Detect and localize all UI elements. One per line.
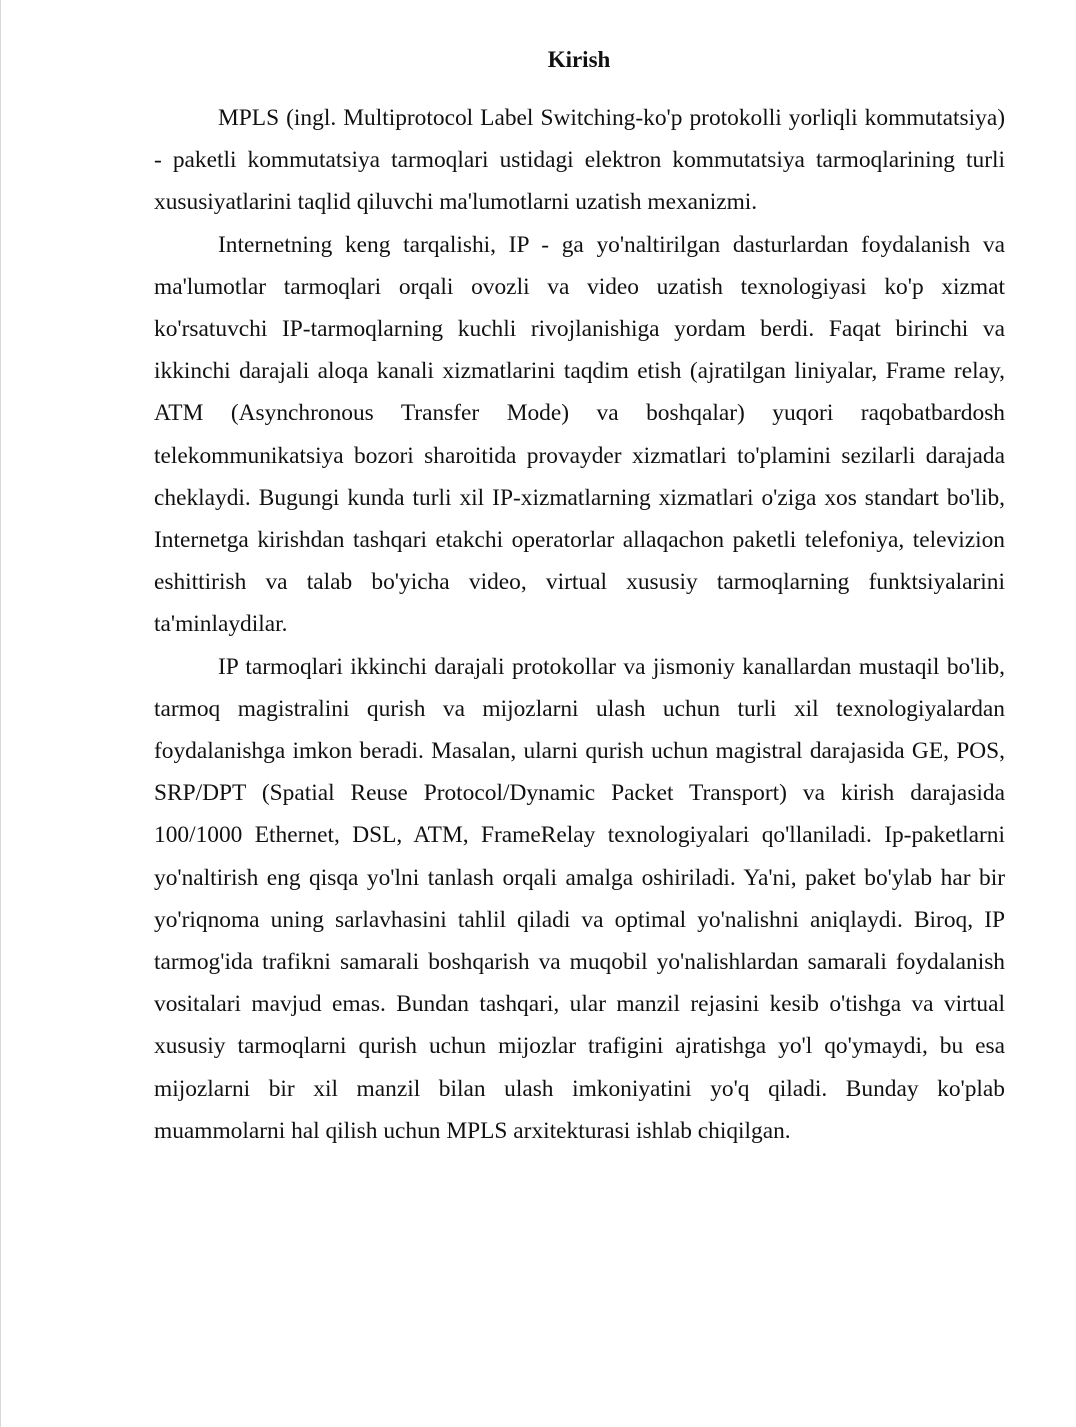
paragraph-ip-networks: IP tarmoqlari ikkinchi darajali protokollar va jismoniy kanallardan mustaqil bo'lib, tarmoq magistralini qurish va mijozlarni ulash uchun turli xil texnologiyalardan foydalanishga imkon beradi. Masalan, ularni qurish uchun magistral darajasida GE, POS, SRP/DPT (Spatial Reuse Protocol/Dynamic Packet Transport) va kirish darajasida 100/1000 Ethernet, DSL, ATM, FrameRelay texnologiyalari qo'llaniladi. Ip-paketlarni yo'naltirish eng qisqa yo'lni tanlash orqali amalga oshiriladi. Ya'ni, paket bo'ylab har bir yo'riqnoma uning sarlavhasini tahlil qiladi va optimal yo'nalishni aniqlaydi. Biroq, IP tarmog'ida trafikni samarali boshqarish va muqobil yo'nalishlardan samarali foydalanish vositalari mavjud emas. Bundan tashqari, ular manzil rejasini kesib o'tishga va virtual xususiy tarmoqlarni qurish uchun mijozlar trafigini ajratishga yo'l qo'ymaydi, bu esa mijozlarni bir xil manzil bilan ulash imkoniyatini yo'q qiladi. Bunday ko'plab muammolarni hal qilish uchun MPLS arxitekturasi ishlab chiqilgan. — [154, 653, 1005, 1144]
document-body — [154, 97, 1005, 1152]
paragraph-mpls-definition: MPLS (ingl. Multiprotocol Label Switching-ko'p protokolli yorliqli kommutatsiya) - paketli kommutatsiya tarmoqlari ustidagi elektron kommutatsiya tarmoqlarining turli xususiyatlarini taqlid qiluvchi ma'lumotlarni uzatish mexanizmi. — [154, 105, 1005, 216]
paragraph-internet-growth: Internetning keng tarqalishi, IP - ga yo'naltirilgan dasturlardan foydalanish va ma'lumotlar tarmoqlari orqali ovozli va video uzatish texnologiyasi ko'p xizmat ko'rsatuvchi IP-tarmoqlarning kuchli rivojlanishiga yordam berdi. Faqat birinchi va ikkinchi darajali aloqa kanali xizmatlarini taqdim etish (ajratilgan liniyalar, Frame relay, ATM (Asynchronous Transfer Mode) va boshqalar) yuqori raqobatbardosh telekommunikatsiya bozori sharoitida provayder xizmatlari to'plamini sezilarli darajada cheklaydi. Bugungi kunda turli xil IP-xizmatlarning xizmatlari o'ziga xos standart bo'lib, Internetga kirishdan tashqari etakchi operatorlar allaqachon paketli telefoniya, televizion eshittirish va talab bo'yicha video, virtual xususiy tarmoqlarning funktsiyalarini ta'minlaydilar. — [154, 231, 1005, 638]
page-title: Kirish — [547, 47, 611, 72]
